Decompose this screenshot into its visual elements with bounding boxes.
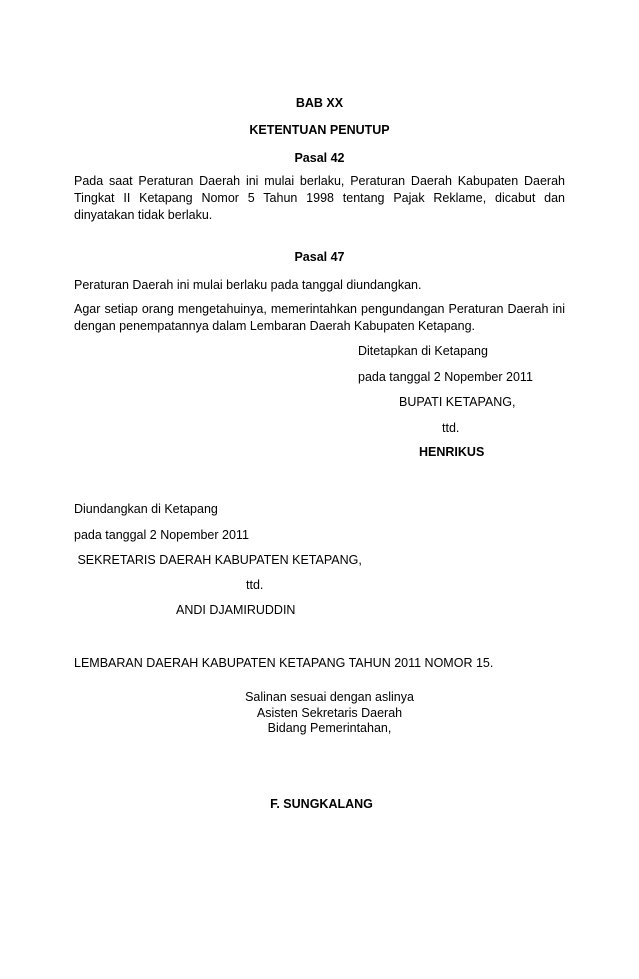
- chapter-heading: BAB XX: [295, 96, 344, 110]
- article-47-paragraph-1: Peraturan Daerah ini mulai berlaku pada tanggal diundangkan.: [74, 278, 422, 292]
- article-47-paragraph-2: Agar setiap orang mengetahuinya, memerintahkan pengundangan Peraturan Daerah ini dengan penempatannya dalam Lembaran Daerah Kabupaten Ketapang.: [74, 302, 565, 333]
- enactment-place: Ditetapkan di Ketapang: [358, 344, 488, 358]
- secretary-name: ANDI DJAMIRUDDIN: [176, 603, 296, 617]
- chapter-title: KETENTUAN PENUTUP: [249, 123, 390, 137]
- article-47-heading: Pasal 47: [294, 250, 345, 264]
- enactment-date: pada tanggal 2 Nopember 2011: [358, 370, 533, 384]
- article-42-body: Pada saat Peraturan Daerah ini mulai berlaku, Peraturan Daerah Kabupaten Daerah Tingkat II Ketapang Nomor 5 Tahun 1998 tentang Pajak Reklame, dicabut dan dinyatakan tidak berlaku.: [74, 174, 565, 222]
- regent-name: HENRIKUS: [419, 445, 485, 459]
- certifier-name: F. SUNGKALANG: [270, 797, 373, 811]
- certification-line-3: Bidang Pemerintahan,: [267, 721, 392, 735]
- regent-signature-mark: ttd.: [442, 421, 460, 435]
- certification-line-2: Asisten Sekretaris Daerah: [256, 706, 403, 720]
- promulgation-date: pada tanggal 2 Nopember 2011: [74, 528, 249, 542]
- secretary-signature-mark: ttd.: [246, 578, 264, 592]
- secretary-title: SEKRETARIS DAERAH KABUPATEN KETAPANG,: [74, 553, 362, 567]
- article-42-heading: Pasal 42: [294, 151, 345, 165]
- gazette-reference: LEMBARAN DAERAH KABUPATEN KETAPANG TAHUN 2011 NOMOR 15.: [74, 656, 494, 670]
- regent-title: BUPATI KETAPANG,: [399, 395, 516, 409]
- certification-line-1: Salinan sesuai dengan aslinya: [245, 690, 414, 704]
- promulgation-place: Diundangkan di Ketapang: [74, 502, 218, 516]
